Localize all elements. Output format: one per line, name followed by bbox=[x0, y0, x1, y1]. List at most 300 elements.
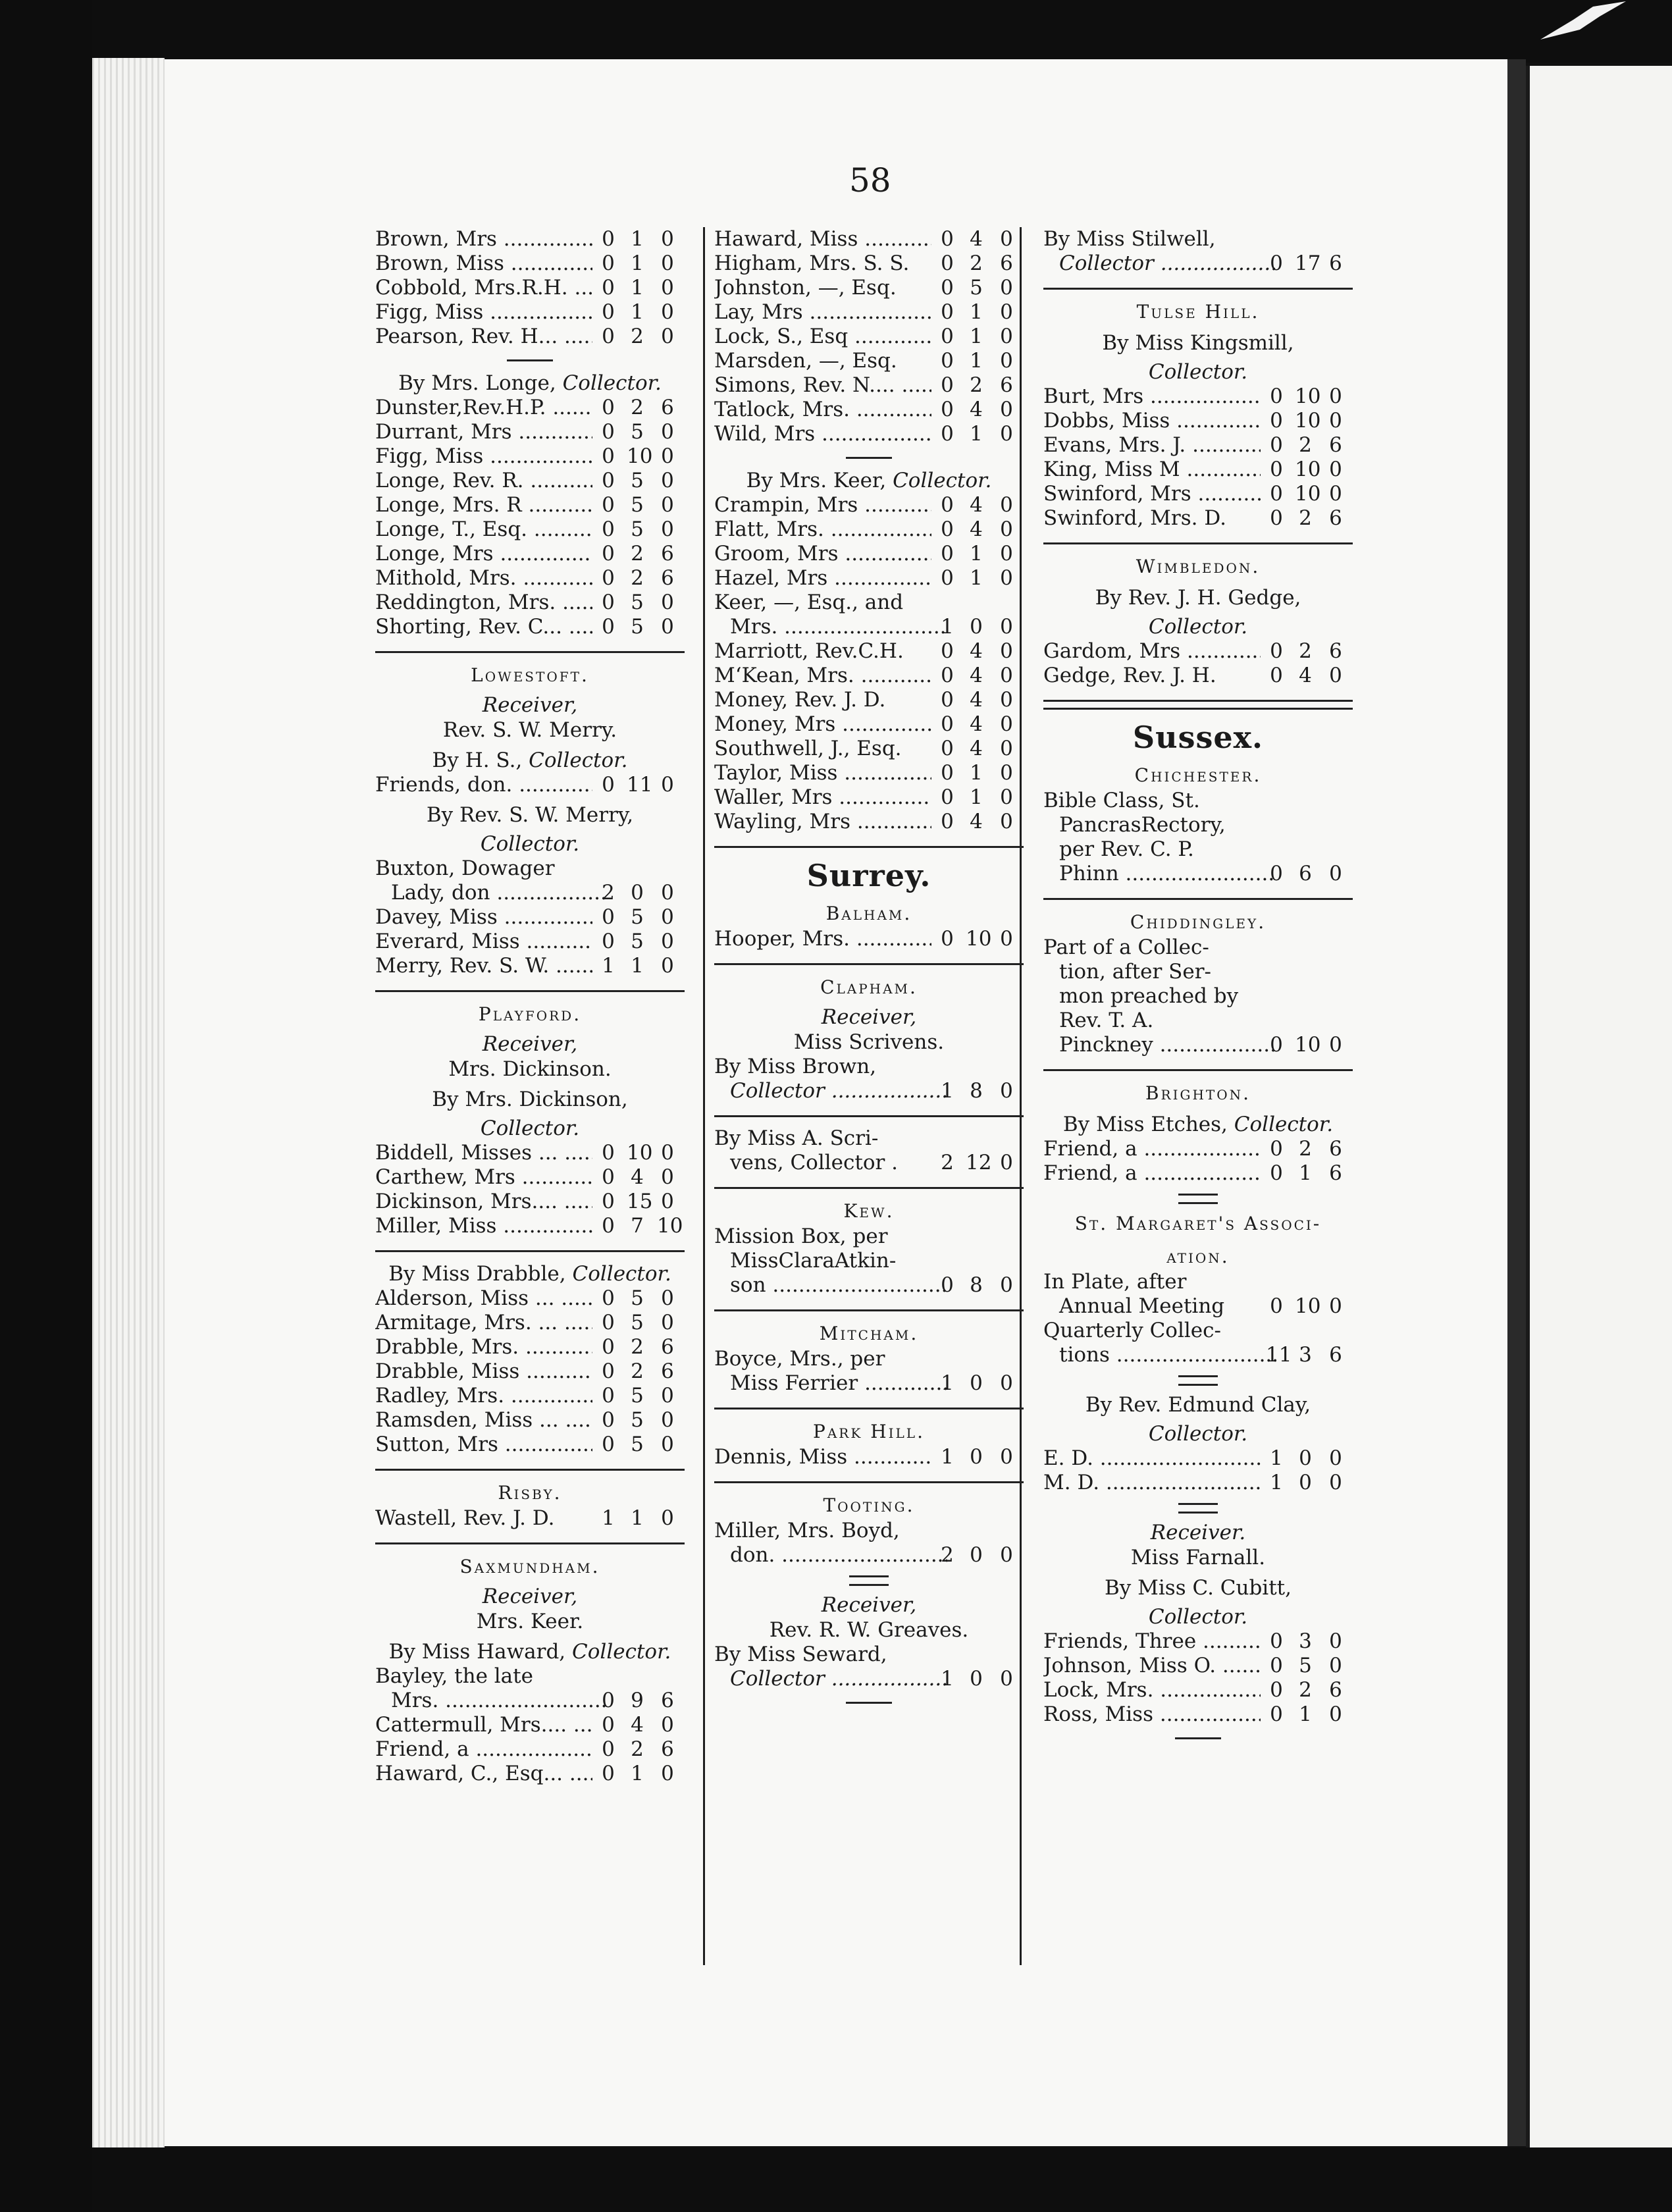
subscription-entry bbox=[375, 1737, 685, 1762]
subscriber-name: Part of a Collec- bbox=[1043, 935, 1209, 959]
subscription-entry bbox=[1043, 1629, 1353, 1654]
subscriber-name: Lady, don ..... bbox=[375, 881, 608, 905]
shillings-amount: 4 bbox=[970, 227, 983, 251]
section-rule bbox=[1043, 1069, 1353, 1071]
shillings-amount: 4 bbox=[970, 737, 983, 760]
pence-amount: 0 bbox=[1329, 384, 1342, 408]
pence-amount: 0 bbox=[1329, 409, 1342, 433]
pounds-amount: 0 bbox=[941, 227, 954, 251]
person-name: Mrs. Keer. bbox=[476, 1610, 584, 1633]
shillings-amount: 2 bbox=[631, 1737, 644, 1761]
collector-line bbox=[1043, 330, 1353, 356]
pence-amount: 0 bbox=[1329, 664, 1342, 687]
shillings-amount: 0 bbox=[1299, 1471, 1312, 1494]
subscriber-name: Mission Box, per bbox=[714, 1224, 888, 1248]
subscription-entry bbox=[375, 930, 685, 954]
subscription-entry-line bbox=[714, 1224, 1024, 1249]
pence-amount: 0 bbox=[1000, 1371, 1013, 1395]
pence-amount: 10 bbox=[657, 1214, 683, 1238]
pounds-amount: 1 bbox=[602, 1506, 615, 1530]
subscription-entry-line bbox=[1043, 984, 1353, 1009]
subscriber-name: Keer, —, Esq., and bbox=[714, 591, 904, 614]
subscription-entry bbox=[714, 1151, 1024, 1175]
subscriber-name: Merry, Rev. S. W. ..... bbox=[375, 954, 592, 978]
pounds-amount: 1 bbox=[1270, 1446, 1283, 1470]
place-heading: Tooting. bbox=[823, 1494, 915, 1516]
place-heading: Park Hill. bbox=[813, 1421, 925, 1442]
subscription-entry bbox=[714, 398, 1024, 422]
pounds-amount: 1 bbox=[941, 1445, 954, 1469]
subscription-entry bbox=[714, 761, 1024, 785]
shillings-amount: 6 bbox=[1299, 862, 1312, 885]
person-name: Miss Scrivens. bbox=[793, 1030, 945, 1054]
subscription-entry bbox=[375, 881, 685, 905]
shillings-amount: 4 bbox=[970, 398, 983, 421]
pence-amount: 0 bbox=[1000, 761, 1013, 785]
subscription-entry bbox=[375, 1311, 685, 1335]
subscription-entry bbox=[375, 542, 685, 566]
subscription-entry bbox=[1043, 1343, 1353, 1367]
shillings-amount: 5 bbox=[970, 276, 983, 300]
pounds-amount: 0 bbox=[602, 1408, 615, 1432]
pence-amount: 0 bbox=[661, 615, 674, 639]
scan-background-bottom bbox=[92, 2147, 1672, 2212]
shillings-amount: 4 bbox=[970, 712, 983, 736]
subscriber-name: Hooper, Mrs. ..... bbox=[714, 927, 931, 951]
shillings-amount: 1 bbox=[970, 349, 983, 373]
subscription-entry bbox=[1043, 1161, 1353, 1186]
subscriber-name: Marsden, —, Esq. bbox=[714, 349, 897, 373]
shillings-amount: 4 bbox=[970, 493, 983, 517]
subscriber-name: Phinn ..... bbox=[1043, 862, 1276, 886]
pounds-amount: 0 bbox=[941, 398, 954, 421]
pounds-amount: 1 bbox=[941, 615, 954, 639]
role-label: Receiver, bbox=[482, 1585, 578, 1608]
collector-name: By H. S., bbox=[432, 749, 523, 772]
subscription-entry-line bbox=[1043, 960, 1353, 984]
double-rule bbox=[1178, 1375, 1218, 1386]
subscription-entry bbox=[375, 493, 685, 517]
pence-amount: 0 bbox=[1000, 1445, 1013, 1469]
pence-amount: 6 bbox=[661, 1335, 674, 1359]
subscriber-name: By Miss Brown, bbox=[714, 1055, 877, 1078]
pence-amount: 6 bbox=[661, 542, 674, 566]
subscription-entry bbox=[1043, 1678, 1353, 1702]
shillings-amount: 9 bbox=[631, 1689, 644, 1712]
shillings-amount: 1 bbox=[970, 566, 983, 590]
subscriber-name: Dunster,Rev.H.P. ..... bbox=[375, 396, 592, 420]
subscriber-name: Drabble, Mrs. ..... bbox=[375, 1335, 592, 1359]
pence-amount: 6 bbox=[1329, 1137, 1342, 1161]
subscriber-name: Simons, Rev. N.... ..... bbox=[714, 373, 931, 398]
pounds-amount: 0 bbox=[602, 1689, 615, 1712]
pence-amount: 0 bbox=[1000, 398, 1013, 421]
pence-amount: 0 bbox=[1000, 712, 1013, 736]
subscriber-name: Friend, a ..... bbox=[1043, 1137, 1261, 1161]
subscription-entry bbox=[714, 1273, 1024, 1298]
subscriber-name: Figg, Miss ..... bbox=[375, 300, 592, 325]
place-heading: Chichester. bbox=[1134, 764, 1262, 786]
collector-name: By Rev. S. W. Merry, bbox=[426, 803, 634, 827]
collector-label: Collector. bbox=[529, 749, 628, 772]
subscriber-name: Haward, C., Esq... ..... bbox=[375, 1762, 592, 1786]
pounds-amount: 0 bbox=[941, 517, 954, 541]
shillings-amount: 5 bbox=[631, 591, 644, 614]
subscriber-name: Collector ..... bbox=[714, 1667, 947, 1691]
subscriber-name: Wastell, Rev. J. D. bbox=[375, 1506, 555, 1530]
pence-amount: 0 bbox=[661, 325, 674, 348]
subscriber-name: Quarterly Collec- bbox=[1043, 1319, 1221, 1342]
subscription-entry bbox=[714, 785, 1024, 810]
pence-amount: 0 bbox=[1329, 1471, 1342, 1494]
shillings-amount: 2 bbox=[970, 373, 983, 397]
county-heading: Surrey. bbox=[806, 858, 931, 893]
subscriber-name: Wayling, Mrs ..... bbox=[714, 810, 931, 834]
pounds-amount: 0 bbox=[941, 349, 954, 373]
page-edge-stack bbox=[92, 58, 165, 2158]
shillings-amount: 1 bbox=[970, 422, 983, 446]
pence-amount: 0 bbox=[661, 954, 674, 978]
section-rule bbox=[375, 990, 685, 992]
pence-amount: 0 bbox=[661, 469, 674, 492]
pounds-amount: 0 bbox=[941, 373, 954, 397]
short-rule bbox=[846, 457, 892, 459]
pence-amount: 0 bbox=[661, 493, 674, 517]
pounds-amount: 0 bbox=[941, 325, 954, 348]
pence-amount: 0 bbox=[661, 905, 674, 929]
pence-amount: 0 bbox=[1000, 1667, 1013, 1691]
pence-amount: 0 bbox=[1000, 688, 1013, 712]
pounds-amount: 0 bbox=[1270, 1678, 1283, 1702]
subscriber-name: By Miss Stilwell, bbox=[1043, 227, 1216, 251]
role-label: Collector. bbox=[1148, 360, 1248, 384]
shillings-amount: 0 bbox=[970, 615, 983, 639]
shillings-amount: 11 bbox=[627, 773, 653, 797]
section-rule bbox=[714, 1408, 1024, 1409]
pence-amount: 0 bbox=[1000, 542, 1013, 566]
section-rule bbox=[375, 1250, 685, 1252]
pence-amount: 0 bbox=[661, 1384, 674, 1408]
pounds-amount: 1 bbox=[602, 954, 615, 978]
collector-label: Collector. bbox=[1234, 1113, 1334, 1136]
subscriber-name: M‘Kean, Mrs. ..... bbox=[714, 664, 931, 688]
shillings-amount: 5 bbox=[631, 1384, 644, 1408]
shillings-amount: 0 bbox=[970, 1543, 983, 1567]
subscriber-name: Swinford, Mrs ..... bbox=[1043, 482, 1261, 506]
shillings-amount: 1 bbox=[970, 542, 983, 566]
pounds-amount: 0 bbox=[1270, 384, 1283, 408]
pounds-amount: 0 bbox=[602, 517, 615, 541]
subscription-entry bbox=[1043, 639, 1353, 664]
subscription-entry bbox=[375, 1762, 685, 1786]
subscriber-name: Everard, Miss ..... bbox=[375, 930, 592, 954]
role-label: Receiver, bbox=[821, 1005, 917, 1029]
pence-amount: 0 bbox=[1000, 785, 1013, 809]
subscriber-name: PancrasRectory, bbox=[1059, 813, 1226, 837]
pounds-amount: 0 bbox=[1270, 639, 1283, 663]
subscriber-name: Friend, a ..... bbox=[375, 1737, 592, 1762]
subscription-entry bbox=[714, 1667, 1024, 1691]
subscription-entry bbox=[714, 1445, 1024, 1469]
subscription-entry bbox=[375, 1713, 685, 1737]
subscription-entry bbox=[714, 927, 1024, 951]
shillings-amount: 17 bbox=[1295, 251, 1321, 275]
shillings-amount: 5 bbox=[631, 1311, 644, 1334]
place-heading: Lowestoft. bbox=[471, 664, 589, 686]
place-heading: Kew. bbox=[843, 1200, 895, 1222]
pounds-amount: 2 bbox=[941, 1543, 954, 1567]
shillings-amount: 10 bbox=[627, 444, 653, 468]
subscriber-name: Money, Mrs ..... bbox=[714, 712, 931, 737]
pounds-amount: 1 bbox=[941, 1079, 954, 1103]
subscriber-name: Dobbs, Miss ..... bbox=[1043, 409, 1261, 433]
subscriber-name: Hazel, Mrs ..... bbox=[714, 566, 931, 591]
subscription-entry bbox=[1043, 1137, 1353, 1161]
person-name: Rev. R. W. Greaves. bbox=[769, 1618, 969, 1642]
pence-amount: 0 bbox=[661, 881, 674, 905]
shillings-amount: 4 bbox=[1299, 664, 1312, 687]
subscriber-name: Alderson, Miss ... ..... bbox=[375, 1286, 592, 1311]
shillings-amount: 2 bbox=[1299, 433, 1312, 457]
role-label: Receiver, bbox=[482, 1032, 578, 1056]
pence-amount: 6 bbox=[1329, 1678, 1342, 1702]
subscription-entry bbox=[375, 1286, 685, 1311]
shillings-amount: 4 bbox=[970, 517, 983, 541]
pounds-amount: 0 bbox=[941, 927, 954, 951]
subscriber-name: Ross, Miss ..... bbox=[1043, 1702, 1261, 1727]
subscriber-name: Sutton, Mrs ..... bbox=[375, 1433, 592, 1457]
shillings-amount: 10 bbox=[1295, 482, 1321, 506]
pounds-amount: 1 bbox=[1270, 1471, 1283, 1494]
shillings-amount: 15 bbox=[627, 1190, 653, 1213]
section-rule bbox=[1043, 542, 1353, 544]
role-label: Collector. bbox=[480, 1117, 580, 1140]
subscription-entry bbox=[714, 737, 1024, 761]
subscription-entry bbox=[375, 905, 685, 930]
pence-amount: 0 bbox=[661, 591, 674, 614]
shillings-amount: 2 bbox=[1299, 639, 1312, 663]
subscriber-name: Radley, Mrs. ..... bbox=[375, 1384, 592, 1408]
subscription-entry bbox=[1043, 506, 1353, 531]
scan-background-left bbox=[0, 0, 92, 2212]
subscriber-name: Miss Ferrier ..... bbox=[714, 1371, 947, 1396]
pence-amount: 0 bbox=[661, 251, 674, 275]
pounds-amount: 0 bbox=[1270, 862, 1283, 885]
subscriber-name: son ..... bbox=[714, 1273, 947, 1298]
pence-amount: 0 bbox=[661, 227, 674, 251]
short-rule bbox=[507, 359, 553, 361]
subscription-entry bbox=[375, 469, 685, 493]
subscriber-name: Crampin, Mrs ..... bbox=[714, 493, 931, 517]
pounds-amount: 0 bbox=[1270, 664, 1283, 687]
subscription-entry bbox=[714, 664, 1024, 688]
collector-label: Collector. bbox=[572, 1640, 671, 1664]
subscription-entry-line bbox=[1043, 1319, 1353, 1343]
collector-line bbox=[1043, 1112, 1353, 1137]
subscriber-name: don. ..... bbox=[714, 1543, 947, 1567]
pounds-amount: 1 bbox=[941, 1371, 954, 1395]
pence-amount: 0 bbox=[661, 420, 674, 444]
subscriber-name: Mrs. ..... bbox=[714, 615, 947, 639]
subscription-entry bbox=[375, 420, 685, 444]
place-heading: Wimbledon. bbox=[1136, 556, 1261, 577]
double-rule bbox=[849, 1575, 889, 1586]
subscription-entry bbox=[714, 712, 1024, 737]
subscriber-name: Longe, Mrs ..... bbox=[375, 542, 592, 566]
collector-name: By Miss C. Cubitt, bbox=[1104, 1576, 1292, 1600]
subscriber-name: Waller, Mrs ..... bbox=[714, 785, 931, 810]
role-label: Collector. bbox=[1148, 1422, 1248, 1446]
pence-amount: 0 bbox=[1000, 517, 1013, 541]
subscription-entry-line bbox=[1043, 1009, 1353, 1033]
place-heading: Saxmundham. bbox=[459, 1556, 600, 1577]
page-gutter bbox=[1507, 59, 1526, 2146]
shillings-amount: 1 bbox=[631, 251, 644, 275]
pence-amount: 0 bbox=[661, 1506, 674, 1530]
subscription-entry bbox=[1043, 1294, 1353, 1319]
subscription-entry bbox=[714, 422, 1024, 446]
pounds-amount: 1 bbox=[941, 1667, 954, 1691]
shillings-amount: 12 bbox=[966, 1151, 992, 1174]
subscriber-name: Rev. T. A. bbox=[1059, 1009, 1154, 1032]
place-heading: Balham. bbox=[825, 903, 912, 924]
shillings-amount: 5 bbox=[631, 1408, 644, 1432]
pounds-amount: 0 bbox=[941, 761, 954, 785]
pence-amount: 6 bbox=[1329, 1343, 1342, 1367]
pence-amount: 0 bbox=[1329, 1033, 1342, 1057]
shillings-amount: 1 bbox=[1299, 1161, 1312, 1185]
subscription-entry bbox=[375, 773, 685, 797]
pounds-amount: 0 bbox=[941, 542, 954, 566]
collector-name: By Miss Kingsmill, bbox=[1102, 331, 1294, 355]
pence-amount: 0 bbox=[661, 276, 674, 300]
pounds-amount: 0 bbox=[602, 930, 615, 953]
pence-amount: 0 bbox=[1000, 615, 1013, 639]
subscription-entry bbox=[1043, 384, 1353, 409]
subscription-entry bbox=[714, 349, 1024, 373]
section-rule bbox=[375, 1542, 685, 1544]
subscriber-name: Armitage, Mrs. ... ..... bbox=[375, 1311, 592, 1335]
double-rule bbox=[1178, 1503, 1218, 1514]
shillings-amount: 0 bbox=[631, 881, 644, 905]
pence-amount: 0 bbox=[1329, 1294, 1342, 1318]
shillings-amount: 5 bbox=[631, 1433, 644, 1456]
shillings-amount: 5 bbox=[631, 420, 644, 444]
role-label: Collector. bbox=[480, 832, 580, 856]
subscriber-name: Brown, Miss ..... bbox=[375, 251, 592, 276]
shillings-amount: 0 bbox=[970, 1445, 983, 1469]
subscription-entry bbox=[375, 325, 685, 349]
subscription-entry bbox=[375, 1214, 685, 1238]
subscriber-name: Collector ..... bbox=[714, 1079, 947, 1103]
pence-amount: 0 bbox=[1000, 422, 1013, 446]
subscriber-name: Reddington, Mrs. ..... bbox=[375, 591, 592, 615]
shillings-amount: 5 bbox=[631, 615, 644, 639]
subscription-entry bbox=[714, 227, 1024, 251]
subscriber-name: Ramsden, Miss ... ..... bbox=[375, 1408, 592, 1433]
collector-line bbox=[375, 1639, 685, 1664]
subscription-entry bbox=[375, 1165, 685, 1190]
subscription-entry bbox=[375, 1408, 685, 1433]
shillings-amount: 8 bbox=[970, 1079, 983, 1103]
pounds-amount: 0 bbox=[941, 639, 954, 663]
pence-amount: 0 bbox=[1000, 325, 1013, 348]
subscriber-name: Johnson, Miss O. ..... bbox=[1043, 1654, 1261, 1678]
pence-amount: 6 bbox=[1329, 1161, 1342, 1185]
subscription-entry-line bbox=[1043, 789, 1353, 813]
pence-amount: 0 bbox=[1000, 566, 1013, 590]
shillings-amount: 4 bbox=[970, 664, 983, 687]
subscriber-name: In Plate, after bbox=[1043, 1270, 1187, 1294]
subscription-column-1 bbox=[375, 227, 685, 1786]
subscriber-name: By Miss Seward, bbox=[714, 1643, 887, 1666]
subscription-entry bbox=[375, 615, 685, 639]
pence-amount: 0 bbox=[1329, 458, 1342, 481]
collector-name: By Miss Haward, bbox=[388, 1640, 566, 1664]
subscription-entry bbox=[375, 1335, 685, 1359]
shillings-amount: 1 bbox=[970, 761, 983, 785]
subscriber-name: Groom, Mrs ..... bbox=[714, 542, 931, 566]
pence-amount: 0 bbox=[1000, 276, 1013, 300]
shillings-amount: 4 bbox=[970, 639, 983, 663]
subscriber-name: Boyce, Mrs., per bbox=[714, 1347, 885, 1371]
shillings-amount: 4 bbox=[631, 1165, 644, 1189]
pounds-amount: 0 bbox=[941, 810, 954, 833]
subscription-entry bbox=[1043, 409, 1353, 433]
pence-amount: 0 bbox=[661, 1311, 674, 1334]
subscription-entry bbox=[375, 1359, 685, 1384]
shillings-amount: 4 bbox=[970, 688, 983, 712]
pence-amount: 6 bbox=[1000, 251, 1013, 275]
pounds-amount: 0 bbox=[602, 420, 615, 444]
subscriber-name: Dennis, Miss ..... bbox=[714, 1445, 931, 1469]
person-name: Mrs. Dickinson. bbox=[448, 1057, 612, 1081]
shillings-amount: 2 bbox=[1299, 506, 1312, 530]
collector-label: Collector. bbox=[562, 371, 662, 395]
subscription-entry bbox=[1043, 251, 1353, 276]
section-rule bbox=[714, 1309, 1024, 1311]
subscription-entry bbox=[375, 276, 685, 300]
pence-amount: 0 bbox=[1000, 810, 1013, 833]
collector-name: By Mrs. Dickinson, bbox=[432, 1088, 628, 1111]
subscriber-name: Cobbold, Mrs.R.H. ..... bbox=[375, 276, 592, 300]
section-rule bbox=[1043, 898, 1353, 900]
section-double-rule bbox=[1043, 700, 1353, 710]
pounds-amount: 0 bbox=[602, 1190, 615, 1213]
subscriber-name: E. D. ..... bbox=[1043, 1446, 1261, 1471]
pence-amount: 0 bbox=[1000, 1273, 1013, 1297]
pence-amount: 0 bbox=[661, 773, 674, 797]
shillings-amount: 2 bbox=[970, 251, 983, 275]
section-rule bbox=[375, 651, 685, 653]
collector-label: Collector. bbox=[572, 1262, 671, 1286]
subscriber-name: Marriott, Rev.C.H. bbox=[714, 639, 904, 663]
subscriber-name: Wild, Mrs ..... bbox=[714, 422, 931, 446]
collector-label: Collector. bbox=[893, 469, 992, 492]
pence-amount: 0 bbox=[1000, 737, 1013, 760]
subscriber-name: Miller, Mrs. Boyd, bbox=[714, 1519, 900, 1542]
subscriber-name: Lay, Mrs ..... bbox=[714, 300, 931, 325]
pounds-amount: 0 bbox=[602, 1165, 615, 1189]
pounds-amount: 0 bbox=[941, 493, 954, 517]
facing-page bbox=[1526, 66, 1672, 2153]
subscription-entry bbox=[375, 591, 685, 615]
pounds-amount: 2 bbox=[602, 881, 615, 905]
subscription-entry bbox=[1043, 482, 1353, 506]
subscription-entry bbox=[714, 566, 1024, 591]
subscriber-name: Longe, Mrs. R ..... bbox=[375, 493, 592, 517]
collector-line bbox=[714, 468, 1024, 493]
